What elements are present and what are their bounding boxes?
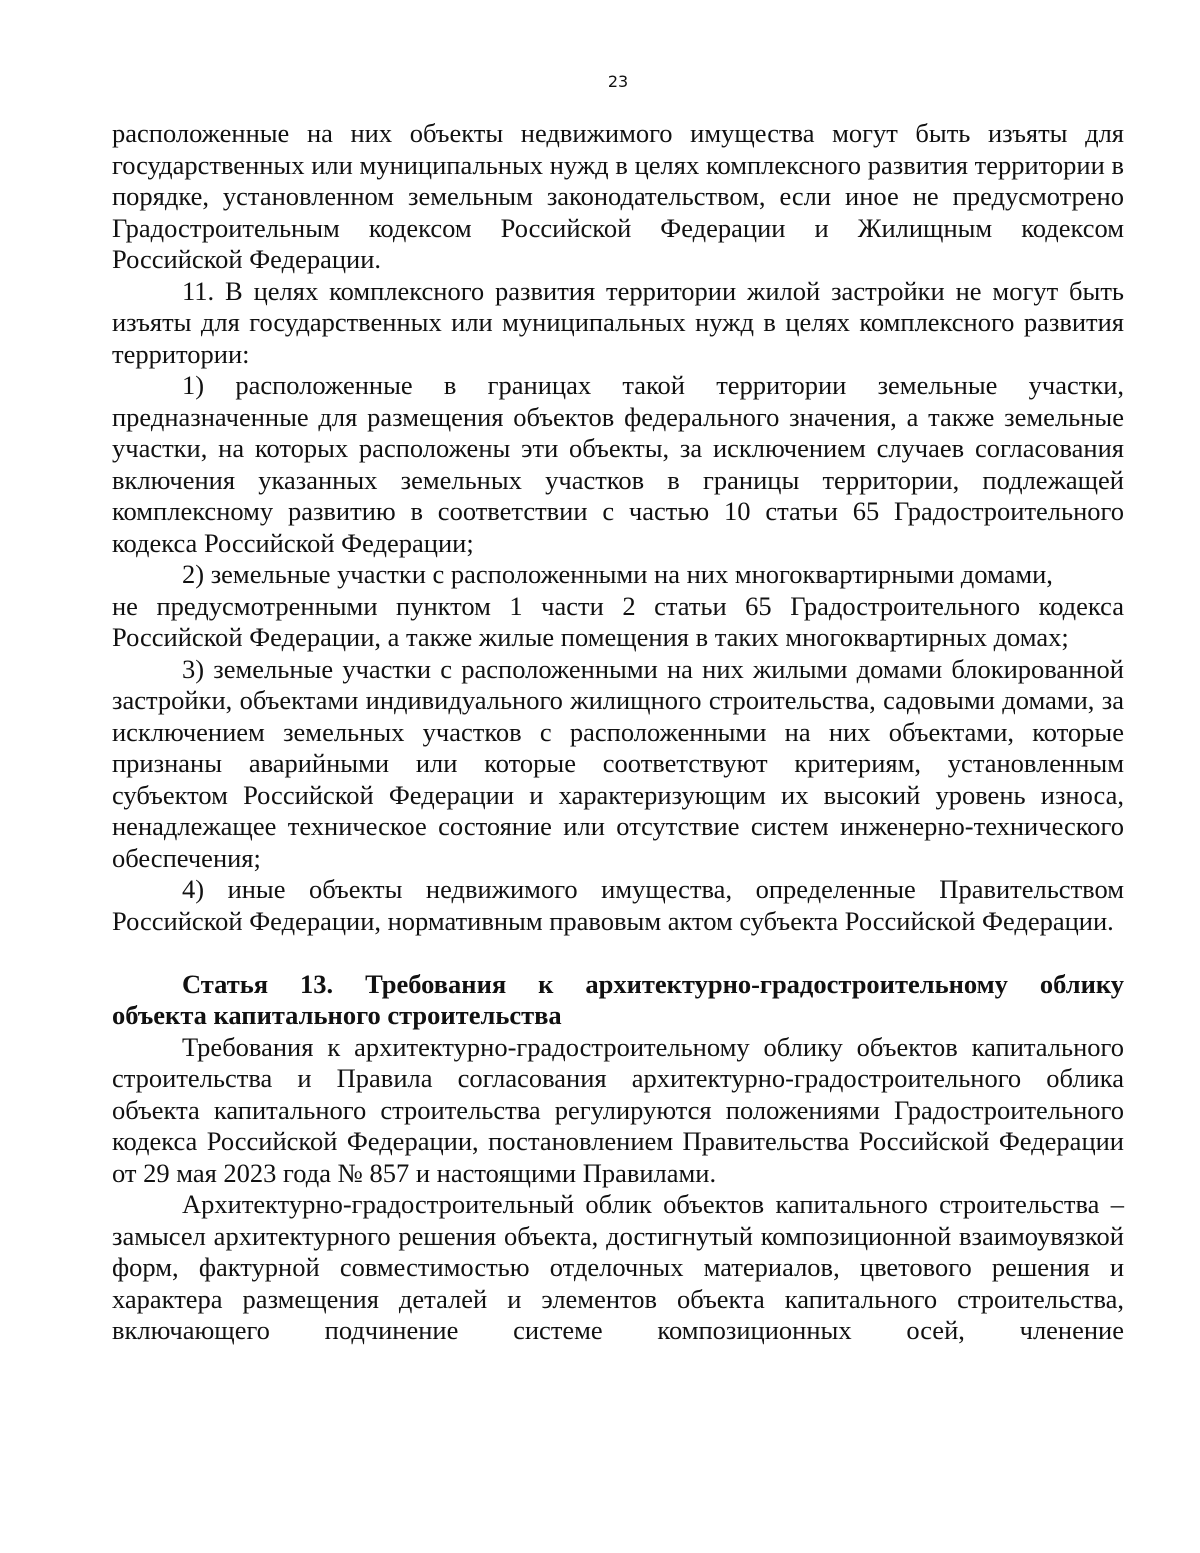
page-number: 23 [607, 72, 629, 91]
paragraph-continuation: расположенные на них объекты недвижимого имущества могут быть изъяты для государственных или муниципальных нужд в целях комплексного развития территории в порядке, установленном земельным законодательством, если иное не предусмотрено Градостроительным кодексом Российской Федерации и Жилищным кодексом Российской Федерации. [112, 118, 1124, 274]
article-heading-line-1: Статья 13. Требования к архитектурно-градостроительному облику [182, 968, 1124, 999]
paragraph-article-requirements: Требования к архитектурно-градостроительному облику объектов капитального строительства и Правила согласования архитектурно-градостроительного облика объекта капитального строительства регулируются положениями Градостроительного кодекса Российской Федерации, постановлением Правительства Российской Федерации от 29 мая 2023 года № 857 и настоящими Правилами. [112, 1031, 1124, 1188]
document-body [112, 118, 1124, 1347]
paragraph-subitem-4: 4) иные объекты недвижимого имущества, определенные Правительством Российской Федерации, нормативным правовым актом субъекта Российской Федерации. [112, 874, 1124, 936]
section-spacer [112, 937, 1124, 969]
article-heading-line-2: объекта капитального строительства [112, 1000, 562, 1030]
paragraph-article-definition: Архитектурно-градостроительный облик объектов капитального строительства – замысел архитектурного решения объекта, достигнутый композиционной взаимоувязкой форм, фактурной совместимостью отделочных материалов, цветового решения и характера размещения деталей и элементов объекта капитального строительства, включающего подчинение системе композиционных осей, членение [112, 1189, 1124, 1345]
paragraph-item-11: 11. В целях комплексного развития территории жилой застройки не могут быть изъяты для государственных или муниципальных нужд в целях комплексного развития территории: [112, 275, 1124, 369]
paragraph-subitem-3: 3) земельные участки с расположенными на них жилыми домами блокированной застройки, объектами индивидуального жилищного строительства, садовыми домами, за исключением земельных участков с расположенными на них объектами, которые признаны аварийными или которые соответствуют критериям, установленным субъектом Российской Федерации и характеризующим их высокий уровень износа, ненадлежащее техническое состояние или отсутствие систем инженерно-технического обеспечения; [112, 653, 1124, 873]
paragraph-subitem-2-first-line: 2) земельные участки с расположенными на них многоквартирными домами, [182, 559, 1053, 589]
paragraph-subitem-1: 1) расположенные в границах такой территории земельные участки, предназначенные для размещения объектов федерального значения, а также земельные участки, на которых расположены эти объекты, за исключением случаев согласования включения указанных земельных участков в границы территории, подлежащей комплексному развитию в соответствии с частью 10 статьи 65 Градостроительного кодекса Российской Федерации; [112, 370, 1124, 558]
paragraph-subitem-2-rest: не предусмотренными пунктом 1 части 2 статьи 65 Градостроительного кодекса Российской Федерации, а также жилые помещения в таких многоквартирных домах; [112, 590, 1124, 652]
